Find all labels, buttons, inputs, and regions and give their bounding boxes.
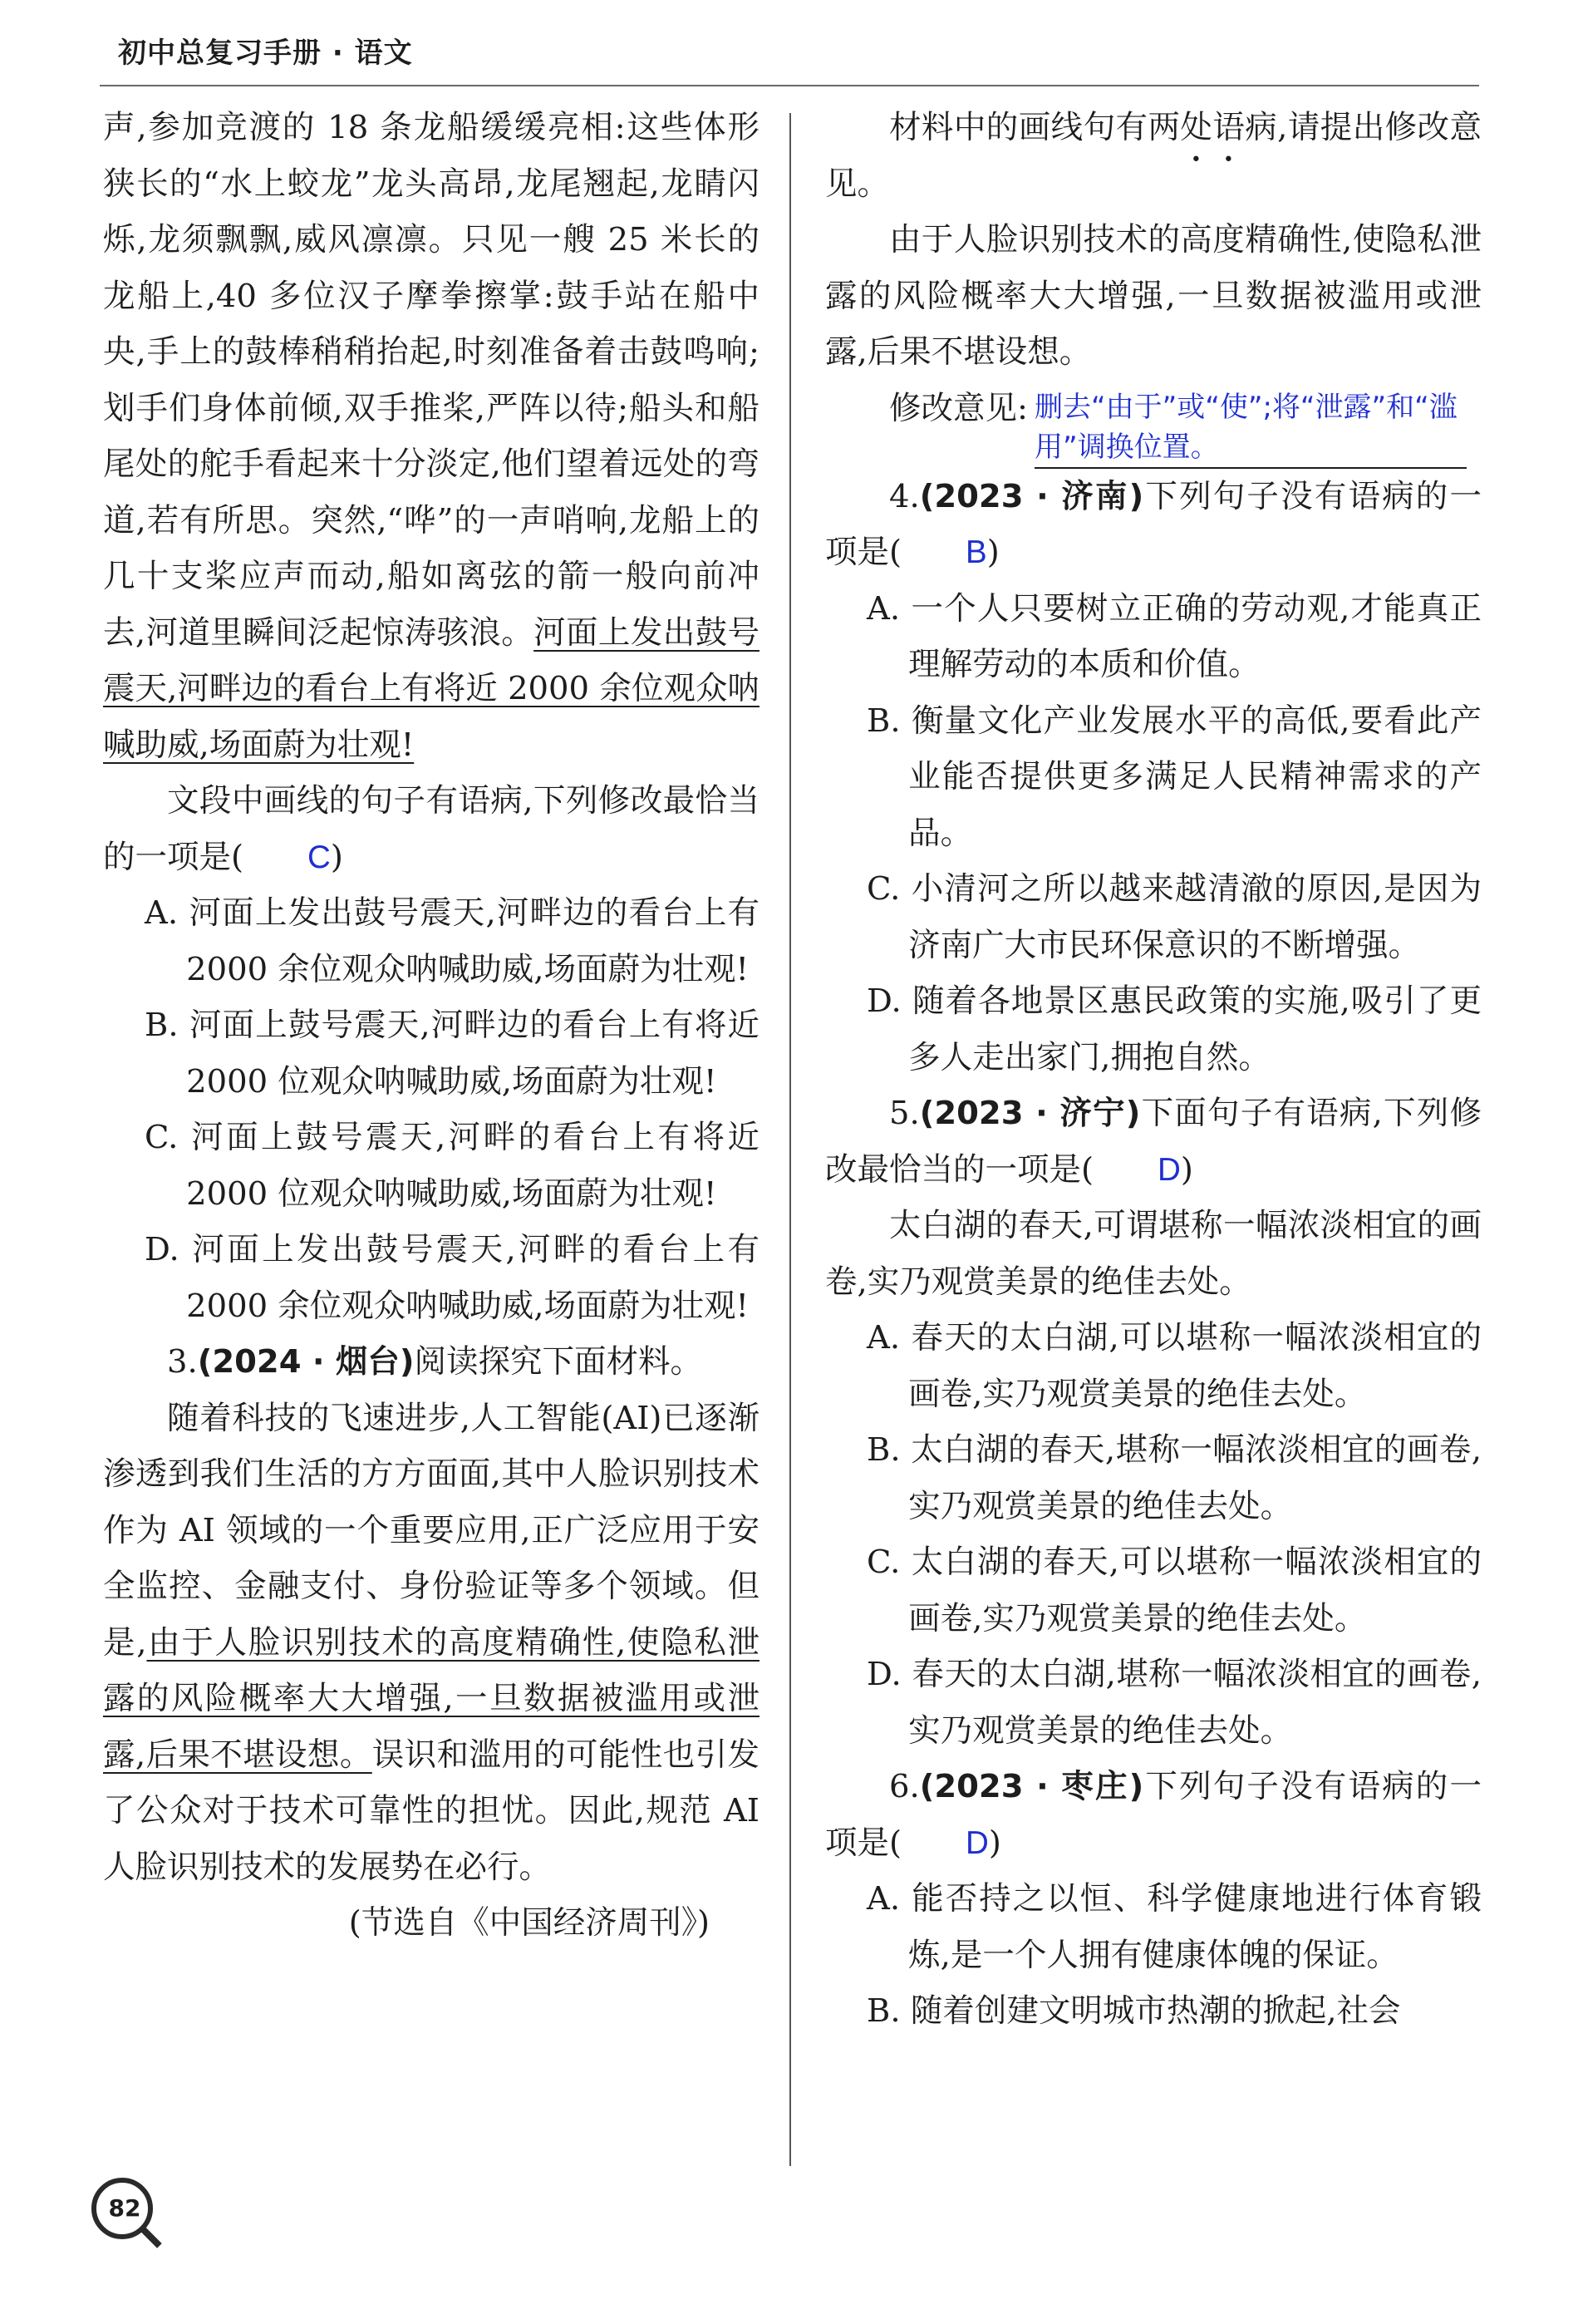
revision-answer: 删去“由于”或“使”;将“泄露”和“滥用”调换位置。: [1035, 381, 1467, 469]
question-6-answer: D: [966, 1824, 989, 1861]
question-4-stem: 4.(2023 · 济南)下列句子没有语病的一项是( B): [825, 469, 1482, 581]
question-4-option-c: C. 小清河之所以越来越清澈的原因,是因为济南广大市民环保意识的不断增强。: [867, 870, 1482, 964]
column-divider: [789, 113, 791, 2166]
question-4-answer: B: [966, 534, 987, 570]
question-5-option-b: B. 太白湖的春天,堪称一幅浓淡相宜的画卷,实乃观赏美景的绝佳去处。: [867, 1431, 1482, 1525]
question-3-source: (2024 · 烟台): [197, 1343, 415, 1381]
question-5-stem: 5.(2023 · 济宁)下面句子有语病,下列修改最恰当的一项是( D): [825, 1086, 1482, 1198]
book-title: 初中总复习手册 · 语文: [118, 37, 413, 70]
question-4-option-d: D. 随着各地景区惠民政策的实施,吸引了更多人走出家门,拥抱自然。: [867, 982, 1482, 1076]
question-6-option-b: B. 随着创建文明城市热潮的掀起,社会: [867, 1992, 1401, 2030]
question-6-stem: 6.(2023 · 枣庄)下列句子没有语病的一项是( D): [825, 1759, 1482, 1871]
page-number: 82: [108, 2194, 141, 2222]
left-column: [103, 100, 760, 1952]
underlined-sentence: 由于人脸识别技术的高度精确性,使隐私泄露的风险概率大大增强,一旦数据被滥用或泄露,后果不堪设想。: [103, 1623, 760, 1774]
question-2-option-c: C. 河面上鼓号震天,河畔的看台上有将近 2000 位观众呐喊助威,场面蔚为壮观!: [145, 1119, 760, 1213]
question-6-source: (2023 · 枣庄): [919, 1768, 1144, 1805]
question-2-option-a: A. 河面上发出鼓号震天,河畔边的看台上有 2000 余位观众呐喊助威,场面蔚为壮观!: [145, 894, 760, 988]
question-3-task: 材料中的画线句有两处语病,请提出修改意见。: [825, 109, 1482, 203]
question-5-answer: D: [1158, 1151, 1181, 1188]
question-3-sentence: 由于人脸识别技术的高度精确性,使隐私泄露的风险概率大大增强,一旦数据被滥用或泄露,后果不堪设想。: [825, 221, 1482, 371]
emphasis-dot-char: 两: [1148, 109, 1181, 146]
question-5-option-a: A. 春天的太白湖,可以堪称一幅浓淡相宜的画卷,实乃观赏美景的绝佳去处。: [867, 1319, 1482, 1413]
passage-paragraph: [103, 100, 760, 773]
question-3-revision: 修改意见: 删去“由于”或“使”;将“泄露”和“滥用”调换位置。: [825, 381, 1482, 469]
question-5-source: (2023 · 济宁): [919, 1095, 1141, 1132]
question-4-option-a: A. 一个人只要树立正确的劳动观,才能真正理解劳动的本质和价值。: [867, 589, 1482, 683]
question-3-stem: 3.(2024 · 烟台)阅读探究下面材料。: [167, 1343, 703, 1381]
question-3-material: 随着科技的飞速进步,人工智能(AI)已逐渐渗透到我们生活的方方面面,其中人脸识别技术作为 AI 领域的一个重要应用,正广泛应用于安全监控、金融支付、身份验证等多个领域。但是,由于人脸识别技术的高度精确性,使隐私泄露的风险概率大大增强,一旦数据被滥用或泄露,后果不堪设想。误识和滥用的可能性也引发了公众对于技术可靠性的担忧。因此,规范 AI 人脸识别技术的发展势在必行。: [103, 1399, 760, 1886]
question-5-sentence: 太白湖的春天,可谓堪称一幅浓淡相宜的画卷,实乃观赏美景的绝佳去处。: [825, 1207, 1482, 1301]
header-divider: [100, 85, 1479, 86]
question-4-option-b: B. 衡量文化产业发展水平的高低,要看此产业能否提供更多满足人民精神需求的产品。: [867, 702, 1482, 852]
underlined-sentence: 河面上发出鼓号震天,河畔边的看台上有将近 2000 余位观众呐喊助威,场面蔚为壮观!: [103, 613, 760, 764]
passage-text: 声,参加竞渡的 18 条龙船缓缓亮相:这些体形狭长的“水上蛟龙”龙头高昂,龙尾翘起,龙睛闪烁,龙须飘飘,威风凛凛。只见一艘 25 米长的龙船上,40 多位汉子摩拳擦掌:鼓手站在船中央,手上的鼓棒稍稍抬起,时刻准备着击鼓鸣响;划手们身体前倾,双手推桨,严阵以待;船头和船尾处的舵手看起来十分淡定,他们望着远处的弯道,若有所思。突然,“哗”的一声哨响,龙船上的几十支桨应声而动,船如离弦的箭一般向前冲去,河道里瞬间泛起惊涛骇浪。: [103, 109, 760, 652]
question-5-option-c: C. 太白湖的春天,可以堪称一幅浓淡相宜的画卷,实乃观赏美景的绝佳去处。: [867, 1544, 1482, 1637]
question-2-answer: C: [307, 839, 331, 875]
right-column: [825, 100, 1482, 2040]
question-2-option-b: B. 河面上鼓号震天,河畔边的看台上有将近 2000 位观众呐喊助威,场面蔚为壮观!: [145, 1007, 760, 1100]
emphasis-dot-char: 处: [1180, 109, 1213, 146]
question-6-option-a: A. 能否持之以恒、科学健康地进行体育锻炼,是一个人拥有健康体魄的保证。: [867, 1880, 1482, 1974]
question-2-stem: 文段中画线的句子有语病,下列修改最恰当的一项是( C): [103, 773, 760, 885]
question-4-source: (2023 · 济南): [919, 477, 1144, 515]
material-citation: (节选自《中国经济周刊》): [348, 1904, 710, 1942]
question-5-option-d: D. 春天的太白湖,堪称一幅浓淡相宜的画卷,实乃观赏美景的绝佳去处。: [867, 1656, 1482, 1750]
question-2-option-d: D. 河面上发出鼓号震天,河畔的看台上有 2000 余位观众呐喊助威,场面蔚为壮观!: [145, 1231, 760, 1325]
